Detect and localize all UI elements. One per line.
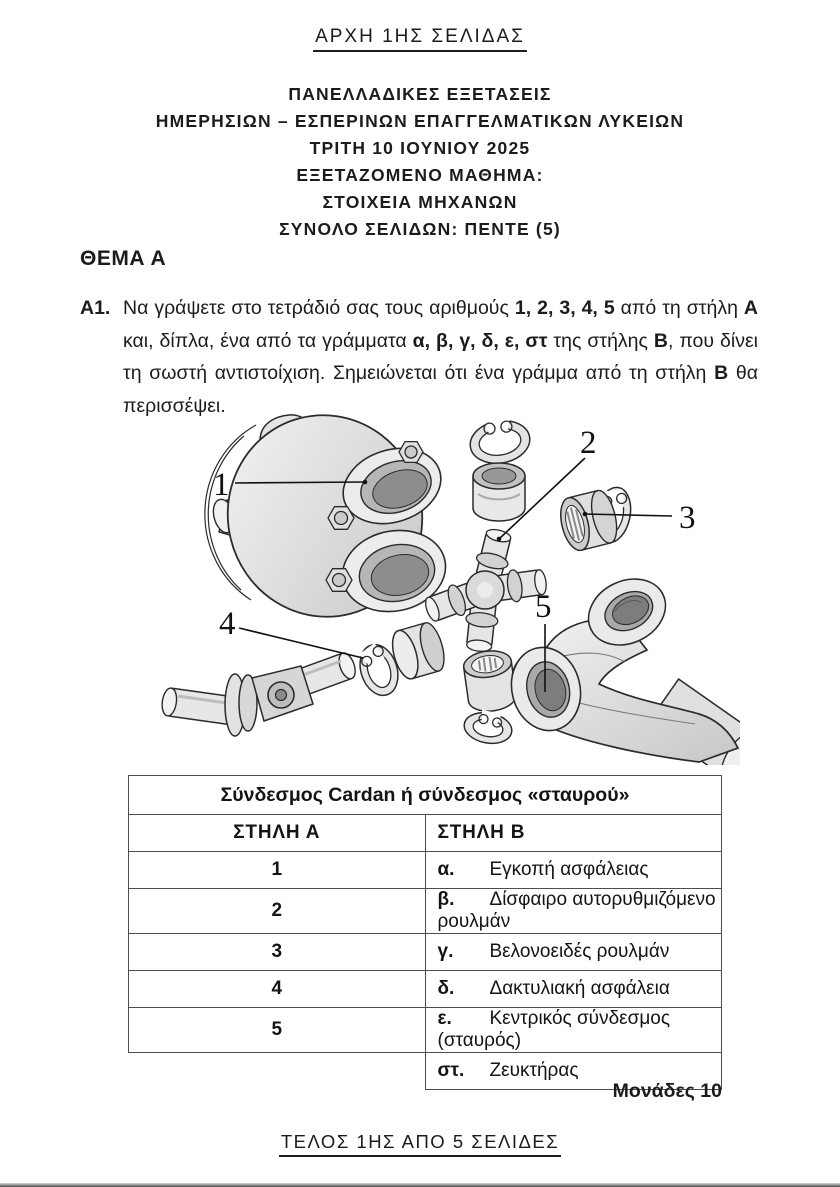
question-segment-bold: α, β, γ, δ, ε, στ <box>412 329 548 352</box>
assembled-joint-part <box>160 651 358 736</box>
theme-a-title: ΘΕΜΑ Α <box>80 247 167 270</box>
snap-ring-top <box>466 412 533 468</box>
column-b-cell <box>425 934 722 971</box>
letter-label: δ. <box>437 978 455 999</box>
column-a-header: ΣΤΗΛΗ Α <box>129 815 426 852</box>
figure-label-2: 2 <box>580 425 597 461</box>
page-start-text: ΑΡΧΗ 1ΗΣ ΣΕΛΙΔΑΣ <box>313 26 527 52</box>
cardan-joint-figure <box>155 412 740 765</box>
figure-label-3: 3 <box>679 500 696 536</box>
exam-header-date: ΤΡΙΤΗ 10 ΙΟΥΝΙΟΥ 2025 <box>309 138 531 158</box>
exam-header-subject: ΣΤΟΙΧΕΙΑ ΜΗΧΑΝΩΝ <box>322 192 518 212</box>
column-a-value: 3 <box>129 934 426 971</box>
page-start-line <box>0 26 840 52</box>
question-segment-bold: 1, 2, 3, 4, 5 <box>514 297 615 319</box>
needle-bearing-2-part <box>462 648 518 747</box>
exam-header-total-pages: ΣΥΝΟΛΟ ΣΕΛΙΔΩΝ: ΠΕΝΤΕ (5) <box>279 219 561 239</box>
description: Ζευκτήρας <box>489 1060 579 1081</box>
column-b-cell <box>425 1008 722 1053</box>
column-a-value: 2 <box>129 889 426 934</box>
column-a-value: 1 <box>129 852 426 889</box>
letter-label: γ. <box>437 941 454 962</box>
exam-header-subject-label: ΕΞΕΤΑΖΟΜΕΝΟ ΜΑΘΗΜΑ: <box>296 165 544 185</box>
question-segment-bold: Β <box>714 362 729 384</box>
table-header-row <box>129 815 722 852</box>
letter-label: α. <box>437 859 455 880</box>
column-a-value: 5 <box>129 1008 426 1053</box>
needle-bearing-part <box>556 484 636 553</box>
matching-table <box>128 775 722 1090</box>
question-segment-bold: Β <box>653 329 668 352</box>
description: Δακτυλιακή ασφάλεια <box>489 978 670 999</box>
figure-label-4: 4 <box>219 606 236 642</box>
snap-ring-bottom <box>462 707 515 747</box>
question-text <box>123 292 758 422</box>
page-end-text: ΤΕΛΟΣ 1ΗΣ ΑΠΟ 5 ΣΕΛΙΔΕΣ <box>279 1131 561 1157</box>
leader-line-1 <box>235 482 365 483</box>
table-title: Σύνδεσμος Cardan ή σύνδεσμος «σταυρού» <box>129 776 722 815</box>
question-segment: θα περισσέψει. <box>123 362 758 417</box>
table-row <box>129 852 722 889</box>
description: Κεντρικός σύνδεσμος (σταυρός) <box>437 1008 671 1051</box>
table-title-row <box>129 776 722 815</box>
description: Βελονοειδές ρουλμάν <box>489 941 670 962</box>
exam-header <box>0 81 840 243</box>
question-segment: και, δίπλα, ένα από τα γράμματα <box>123 329 413 352</box>
question-number: Α1. <box>80 297 111 319</box>
table-row <box>129 971 722 1008</box>
letter-label: στ. <box>437 1060 465 1081</box>
page-end-line <box>0 1131 840 1157</box>
table-row <box>129 1008 722 1053</box>
bearing-cup-part <box>466 412 533 521</box>
column-a-value: 4 <box>129 971 426 1008</box>
exam-header-school-type: ΗΜΕΡΗΣΙΩΝ – ΕΣΠΕΡΙΝΩΝ ΕΠΑΓΓΕΛΜΑΤΙΚΩΝ ΛΥΚΕΙΩΝ <box>155 111 685 131</box>
exam-header-title: ΠΑΝΕΛΛΑΔΙΚΕΣ ΕΞΕΤΑΣΕΙΣ <box>288 84 552 104</box>
question-segment: Να γράψετε στο τετράδιό σας τους αριθμούς <box>123 297 515 319</box>
column-b-cell <box>425 971 722 1008</box>
table-row <box>129 934 722 971</box>
flange-yoke-part <box>205 412 453 637</box>
cardan-joint-exploded-diagram <box>155 412 740 765</box>
column-b-cell <box>425 889 722 934</box>
question-segment: της στήλης <box>547 329 654 352</box>
page-bottom-edge <box>0 1183 840 1187</box>
question-a1 <box>80 292 758 422</box>
figure-label-1: 1 <box>213 467 230 503</box>
description: Δίσφαιρο αυτορυθμιζόμενο ρουλμάν <box>437 889 716 932</box>
question-segment-bold: Α <box>743 297 758 319</box>
question-segment: , που δίνει τη σωστή αντιστοίχιση. Σημειώνεται ότι ένα γράμμα από τη στήλη <box>123 329 758 384</box>
leader-line-4 <box>239 628 363 658</box>
column-b-cell <box>425 852 722 889</box>
table-row <box>129 889 722 934</box>
cross-spider-part <box>422 526 548 652</box>
figure-label-5: 5 <box>535 589 552 625</box>
letter-label: ε. <box>437 1008 452 1029</box>
marks-label: Μονάδες 10 <box>612 1080 722 1102</box>
question-segment: από τη στήλη <box>614 297 744 319</box>
bearing-cap-part <box>354 620 449 700</box>
column-b-header: ΣΤΗΛΗ Β <box>425 815 722 852</box>
description: Εγκοπή ασφάλειας <box>489 859 649 880</box>
letter-label: β. <box>437 889 455 910</box>
matching-table-container <box>128 775 722 1090</box>
